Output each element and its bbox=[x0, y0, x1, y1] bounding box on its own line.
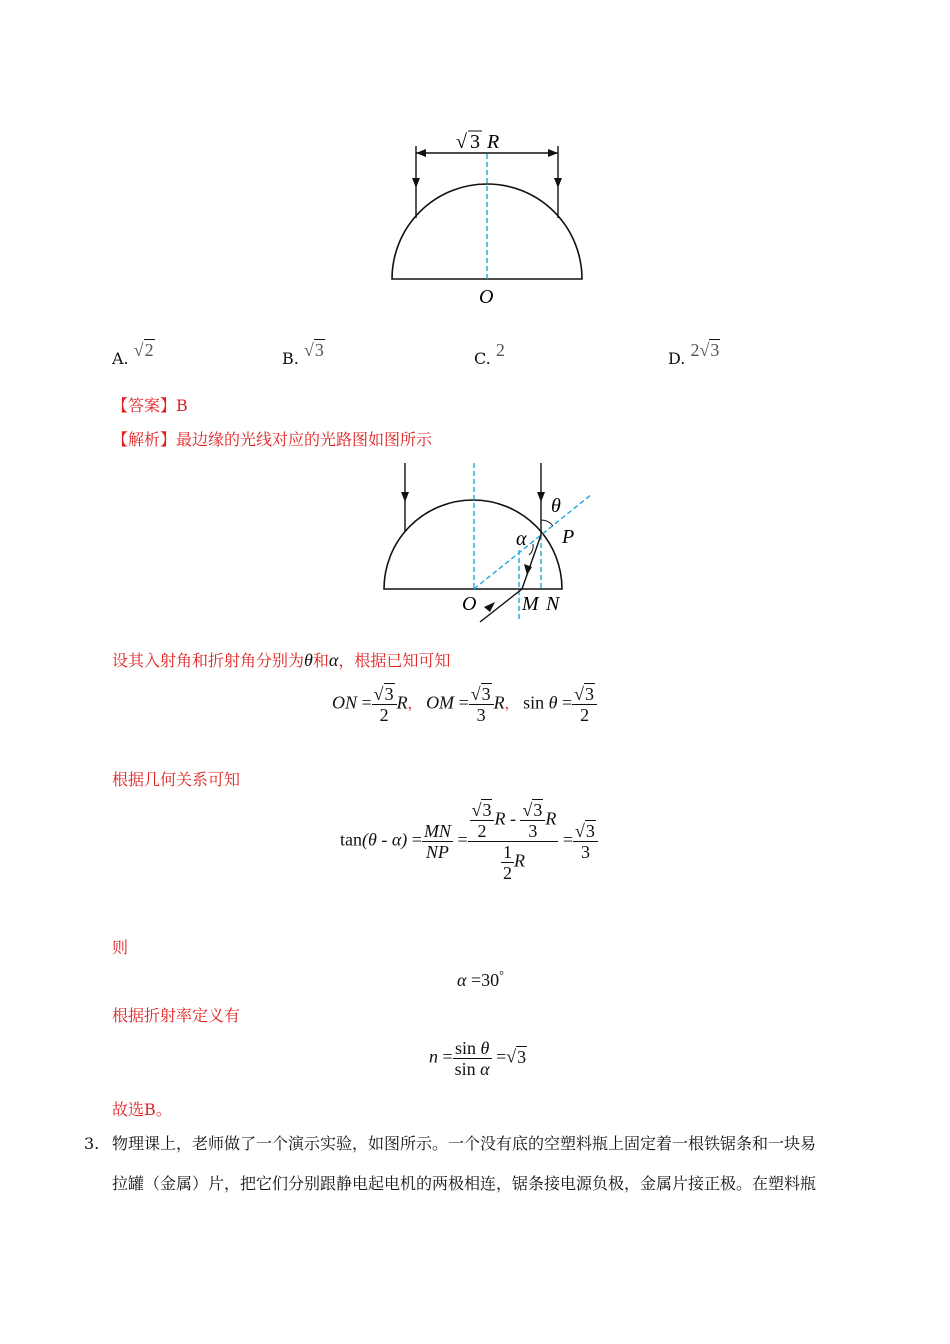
option-value: 2 bbox=[495, 340, 505, 360]
center-label-o: O bbox=[479, 286, 494, 308]
width-label-radical: √ bbox=[456, 131, 467, 153]
equation-on-om-sin: ON = $\frac{√3}{2}$ R， OM = $\frac{√3}{3}$ R， sin θ = $\frac{√3}{2}$ bbox=[332, 684, 597, 725]
ray-arrow-left bbox=[401, 492, 409, 502]
ray-arrow-right bbox=[554, 178, 562, 188]
analysis-tag: 【解析】 bbox=[112, 430, 177, 449]
option-letter: B. bbox=[282, 349, 299, 368]
option-a[interactable] bbox=[112, 340, 155, 369]
step4-text: 根据折射率定义有 bbox=[112, 1006, 241, 1025]
equation-tan: tan(θ - α) = $\frac{MN}{NP}$ = $\frac{√3}{2}$ R - $\frac{√3}{3}$ R $\frac{1}{2}$ R = $\frac{√3}{3}$ bbox=[340, 800, 598, 883]
step5-text: 故选B。 bbox=[112, 1100, 172, 1119]
option-value: 2√3 bbox=[690, 340, 720, 360]
hemisphere-outline bbox=[384, 500, 562, 589]
normal-line-dashed bbox=[474, 494, 592, 589]
label-o: O bbox=[462, 593, 477, 615]
option-letter: C. bbox=[474, 349, 491, 368]
width-label-var: R bbox=[487, 131, 500, 153]
option-b[interactable] bbox=[282, 340, 325, 369]
label-alpha: α bbox=[516, 528, 527, 550]
equation-alpha: α =30° bbox=[457, 968, 504, 990]
option-letter: D. bbox=[668, 349, 686, 368]
ray-arrow-right bbox=[537, 492, 545, 502]
answer-value: B bbox=[176, 396, 188, 415]
equation-refractive-index: n = $\frac{\text{sin θ}}{\text{sin α}}$ =√3 bbox=[429, 1038, 527, 1079]
ray-arrow-left bbox=[412, 178, 420, 188]
answer-tag: 【答案】 bbox=[112, 396, 177, 415]
label-theta: θ bbox=[551, 495, 561, 517]
question3-line1: 物理课上，老师做了一个演示实验，如图所示。一个没有底的空塑料瓶上固定着一根铁锯条和一块易 bbox=[112, 1134, 817, 1153]
step2-text: 根据几何关系可知 bbox=[112, 770, 241, 789]
dimension-arrow-right bbox=[548, 149, 558, 157]
question3-number: 3. bbox=[84, 1134, 100, 1153]
analysis-text: 最边缘的光线对应的光路图如图所示 bbox=[176, 430, 433, 449]
emergent-arrow bbox=[484, 602, 495, 612]
step3-text: 则 bbox=[112, 938, 129, 957]
label-n: N bbox=[546, 593, 560, 615]
label-m: M bbox=[522, 593, 539, 615]
alpha-arc bbox=[529, 544, 533, 555]
answer-line bbox=[112, 394, 188, 418]
figure-light-path bbox=[370, 458, 610, 628]
question3-line2: 拉罐（金属）片，把它们分别跟静电起电机的两极相连，锯条接电源负极，金属片接正极。在塑料瓶 bbox=[112, 1174, 817, 1193]
option-value: √2 bbox=[133, 340, 154, 360]
width-label-num: 3 bbox=[470, 131, 480, 153]
option-letter: A. bbox=[112, 349, 129, 368]
label-p: P bbox=[562, 526, 575, 548]
dimension-arrow-left bbox=[416, 149, 426, 157]
option-c[interactable] bbox=[474, 340, 505, 369]
analysis-line bbox=[112, 428, 432, 452]
option-value: √3 bbox=[303, 340, 324, 360]
figure-hemisphere-incident-rays bbox=[380, 120, 600, 310]
step1-text: 设其入射角和折射角分别为θ和α，根据已知可知 bbox=[112, 650, 451, 670]
emergent-ray bbox=[480, 589, 522, 622]
option-d[interactable] bbox=[668, 340, 720, 369]
theta-arc bbox=[541, 520, 553, 526]
